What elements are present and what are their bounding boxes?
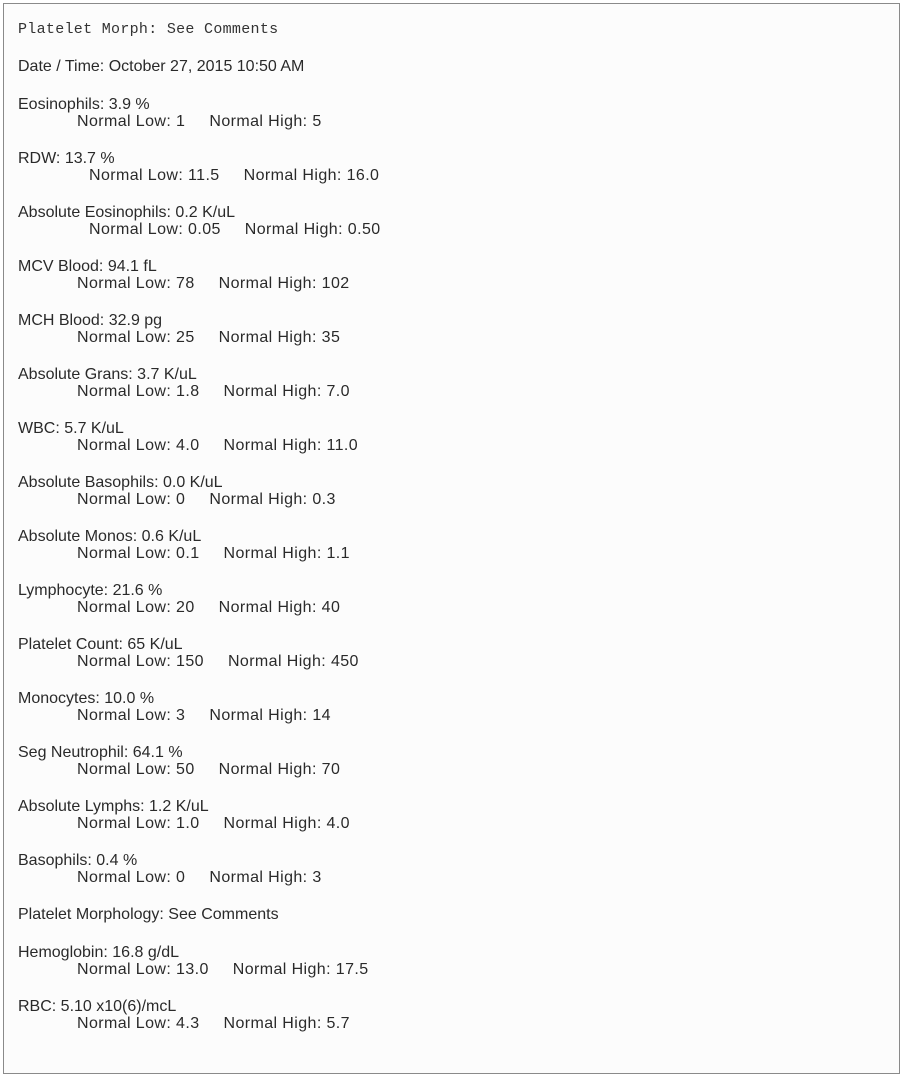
normal-low: Normal Low: 0 — [77, 869, 186, 886]
normal-low: Normal Low: 20 — [77, 599, 195, 616]
reference-range — [18, 599, 878, 616]
normal-low: Normal Low: 1.8 — [77, 383, 200, 400]
normal-low: Normal Low: 50 — [77, 761, 195, 778]
result-monocytes — [18, 690, 878, 744]
normal-low: Normal Low: 3 — [77, 707, 186, 724]
reference-range — [18, 815, 878, 832]
result-mch-blood — [18, 312, 878, 366]
reference-range — [18, 221, 878, 238]
report-datetime: Date / Time: October 27, 2015 10:50 AM — [18, 58, 305, 75]
reference-range — [18, 653, 878, 670]
normal-high: Normal High: 14 — [209, 707, 331, 724]
reference-range — [18, 275, 878, 292]
reference-range — [18, 167, 878, 184]
reference-range — [18, 383, 878, 400]
normal-high: Normal High: 0.3 — [209, 491, 336, 508]
result-absolute-grans — [18, 366, 878, 420]
result-wbc — [18, 420, 878, 474]
normal-high: Normal High: 0.50 — [244, 221, 381, 238]
result-absolute-basophils — [18, 474, 878, 528]
normal-low: Normal Low: 0.1 — [77, 545, 200, 562]
normal-high: Normal High: 5 — [209, 113, 322, 130]
reference-range — [18, 761, 878, 778]
normal-low: Normal Low: 4.3 — [77, 1015, 200, 1032]
reference-range — [18, 1015, 878, 1032]
reference-range — [18, 545, 878, 562]
normal-high: Normal High: 1.1 — [223, 545, 350, 562]
normal-high: Normal High: 4.0 — [223, 815, 350, 832]
normal-low: Normal Low: 0 — [77, 491, 186, 508]
result-value: Seg Neutrophil: 64.1 % — [18, 744, 183, 761]
result-absolute-monos — [18, 528, 878, 582]
reference-range — [18, 707, 878, 724]
normal-high: Normal High: 40 — [218, 599, 341, 616]
result-platelet-morphology — [18, 906, 878, 944]
normal-low: Normal Low: 4.0 — [77, 437, 200, 454]
reference-range — [18, 113, 878, 130]
normal-high: Normal High: 11.0 — [223, 437, 359, 454]
normal-low: Normal Low: 1 — [77, 113, 186, 130]
result-value: MCH Blood: 32.9 pg — [18, 312, 163, 329]
results-list — [18, 96, 878, 1052]
result-platelet-count — [18, 636, 878, 690]
normal-high: Normal High: 7.0 — [223, 383, 350, 400]
normal-high: Normal High: 70 — [218, 761, 341, 778]
result-hemoglobin — [18, 944, 878, 998]
normal-low: Normal Low: 11.5 — [89, 167, 220, 184]
normal-high: Normal High: 3 — [209, 869, 322, 886]
result-eosinophils — [18, 96, 878, 150]
normal-high: Normal High: 16.0 — [243, 167, 380, 184]
normal-high: Normal High: 35 — [218, 329, 341, 346]
result-absolute-eosinophils — [18, 204, 878, 258]
result-value: Hemoglobin: 16.8 g/dL — [18, 944, 179, 961]
result-rdw — [18, 150, 878, 204]
reference-range — [18, 869, 878, 886]
result-value: Monocytes: 10.0 % — [18, 690, 155, 707]
result-absolute-lymphs — [18, 798, 878, 852]
result-value: Absolute Monos: 0.6 K/uL — [18, 528, 202, 545]
result-mcv-blood — [18, 258, 878, 312]
result-seg-neutrophil — [18, 744, 878, 798]
result-value: Absolute Grans: 3.7 K/uL — [18, 366, 197, 383]
result-value: Absolute Eosinophils: 0.2 K/uL — [18, 204, 236, 221]
normal-high: Normal High: 102 — [218, 275, 350, 292]
result-value: MCV Blood: 94.1 fL — [18, 258, 157, 275]
result-value: RDW: 13.7 % — [18, 150, 115, 167]
result-value: WBC: 5.7 K/uL — [18, 420, 124, 437]
result-value: Lymphocyte: 21.6 % — [18, 582, 163, 599]
normal-low: Normal Low: 0.05 — [89, 221, 221, 238]
normal-low: Normal Low: 13.0 — [77, 961, 209, 978]
reference-range — [18, 961, 878, 978]
result-value: RBC: 5.10 x10(6)/mcL — [18, 998, 177, 1015]
normal-low: Normal Low: 78 — [77, 275, 195, 292]
reference-range — [18, 491, 878, 508]
normal-low: Normal Low: 1.0 — [77, 815, 200, 832]
result-value: Absolute Lymphs: 1.2 K/uL — [18, 798, 209, 815]
result-value: Platelet Count: 65 K/uL — [18, 636, 183, 653]
platelet-morph-header: Platelet Morph: See Comments — [18, 21, 279, 38]
lab-report-page — [3, 3, 900, 1074]
result-value: Platelet Morphology: See Comments — [18, 906, 279, 923]
normal-high: Normal High: 450 — [227, 653, 359, 670]
result-value: Absolute Basophils: 0.0 K/uL — [18, 474, 223, 491]
normal-high: Normal High: 5.7 — [223, 1015, 350, 1032]
normal-low: Normal Low: 150 — [77, 653, 204, 670]
result-value: Basophils: 0.4 % — [18, 852, 138, 869]
result-basophils — [18, 852, 878, 906]
reference-range — [18, 329, 878, 346]
result-value: Eosinophils: 3.9 % — [18, 96, 150, 113]
reference-range — [18, 437, 878, 454]
result-lymphocyte — [18, 582, 878, 636]
normal-low: Normal Low: 25 — [77, 329, 195, 346]
normal-high: Normal High: 17.5 — [232, 961, 369, 978]
result-rbc — [18, 998, 878, 1052]
